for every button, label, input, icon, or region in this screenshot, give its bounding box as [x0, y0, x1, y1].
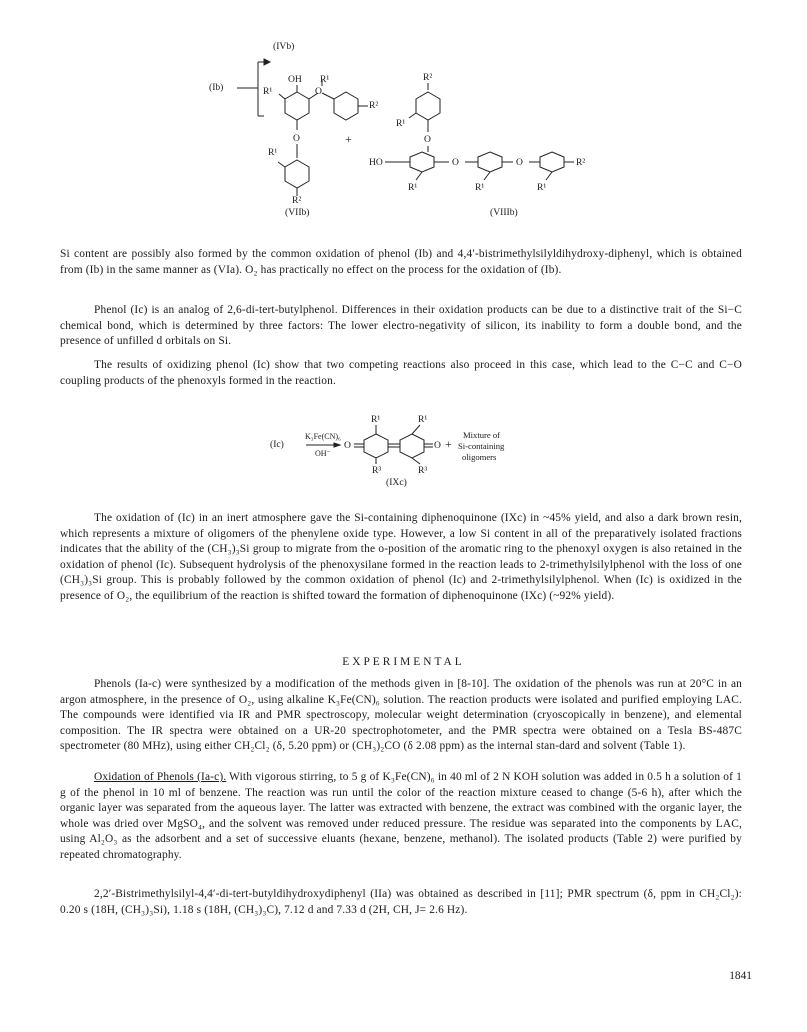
label-ho: HO [369, 157, 383, 168]
label-r2-b: R² [292, 195, 302, 206]
oxidation-procedure-text: With vigorous stirring, to 5 g of K₃Fe(CN)₆ in 40 ml of 2 N KOH solution was added in 0.5 h a solution of 1 g of the phenol in 10 ml of benzene. The reaction was run until the color of the reaction mixture ceased to change (5-6 h), after which the organic layer was separated from the aqueous layer. The latter was extracted with benzene, the extract was combined with the organic layer, the whole was dried over MgSO₄, and the solvent was removed under reduced pressure. The residue was separated into the components by LAC, using Al₂O₃ as the adsorbent and a set of successive eluants (hexane, benzene, methanol). The isolated products (Table 2) were purified by repeated chromatography. [60, 771, 742, 861]
label-base: OH⁻ [315, 449, 331, 458]
label-r1-f: R¹ [475, 182, 485, 193]
label-o-e: O [516, 157, 523, 168]
scheme-1-structures [0, 0, 807, 225]
label-mixture-3: oligomers [462, 452, 497, 462]
label-o-c: O [424, 134, 431, 145]
paragraph-oxidation-procedure [60, 770, 742, 864]
label-r1-left: R¹ [371, 414, 381, 425]
paragraph-si-content: Si content are possibly also formed by the common oxidation of phenol (Ib) and 4,4′-bistrimethylsilyldihydroxy-diphenyl, which is obtained from (Ib) in the same manner as (VIa). O₂ has practically no effect on the process for the oxidation of (Ib). [60, 248, 742, 276]
section-heading-experimental: EXPERIMENTAL [342, 656, 465, 668]
label-r3-left: R³ [372, 465, 382, 476]
label-o-right: O [434, 440, 441, 451]
label-ic: (Ic) [270, 439, 284, 450]
label-r2-c: R² [423, 72, 433, 83]
label-o-a: O [315, 86, 322, 97]
label-r1-a: R¹ [320, 74, 330, 85]
label-reagent: K₃Fe(CN)₆ [305, 432, 341, 441]
paragraph-oxidation-results: The results of oxidizing phenol (Ic) show that two competing reactions also proceed in this case, which lead to the C−C and C−O coupling products of the phenoxyls formed in the reaction. [60, 359, 742, 387]
label-r1-d: R¹ [396, 118, 406, 129]
label-ixc: (IXc) [386, 477, 407, 488]
label-o-left: O [344, 440, 351, 451]
label-r1-e: R¹ [408, 182, 418, 193]
label-r2-d: R² [576, 157, 586, 168]
label-oh: OH [288, 74, 302, 85]
label-ivb: (IVb) [273, 41, 295, 52]
page-number: 1841 [729, 970, 752, 982]
label-viiib: (VIIIb) [490, 207, 518, 218]
label-r2-a: R² [369, 100, 379, 111]
paragraph-compound-iia: 2,2′-Bistrimethylsilyl-4,4′-di-tert-butyldihydroxydiphenyl (IIa) was obtained as described in [11]; PMR spectrum (δ, ppm in CH₂Cl₂): 0.20 s (18H, (CH₃)₃Si), 1.18 s (18H, (CH₃)₃C), 7.12 d and 7.33 d (2H, CH, J= 2.6 Hz). [60, 888, 742, 916]
plus-sign-1: + [345, 132, 352, 146]
label-r1-b: R¹ [263, 86, 273, 97]
label-r3-right: R³ [418, 465, 428, 476]
paragraph-phenol-synthesis: Phenols (Ia-c) were synthesized by a modification of the methods given in [8-10]. The oxidation of the phenols was run at 20°C in an argon atmosphere, in the presence of O₂, using alkaline K₃Fe(CN)₆ solution. The reaction products were isolated and purified employing LAC. The compounds were identified via IR and PMR spectroscopy, molecular weight determination (cryoscopically in benzene), and elemental composition. The IR spectra were obtained on a UR-20 spectrophotometer, and the PMR spectra were obtained on a Tesla BS-487C spectrometer (80 MHz), using either CH₂Cl₂ (δ, 5.20 ppm) or (CH₃)₂CO (δ 2.08 ppm) as the internal stan-dard and solvent (Table 1). [60, 678, 742, 753]
subsection-title-oxidation: Oxidation of Phenols (Ia-c). [94, 771, 227, 783]
plus-sign-2: + [445, 437, 452, 451]
paragraph-oxidation-ic: The oxidation of (Ic) in an inert atmosphere gave the Si-containing diphenoquinone (IXc) in ~45% yield, and also a dark brown resin, which represents a mixture of oligomers of the phenylene oxide type. However, a low Si content in all of the preparatively isolated fractions indicates that the ability of the (CH₃)₃Si group to migrate from the o-position of the aromatic ring to the phenoxyl oxygen is also retained in the oxidation of phenol (Ic). Subsequent hydrolysis of the phenoxysilane formed in the reaction leads to 2-trimethylsilylphenol with the loss of one (CH₃)₃Si group. This is probably followed by the common oxidation of phenol (Ic) and 2-trimethylsilylphenol. When (Ic) is oxidized in the presence of O₂, the equilibrium of the reaction is shifted toward the formation of diphenoquinone (IXc) (~92% yield). [60, 512, 742, 602]
label-mixture-1: Mixture of [463, 430, 500, 440]
label-ib: (Ib) [209, 82, 224, 93]
label-r1-g: R¹ [537, 182, 547, 193]
label-r1-right: R¹ [418, 414, 428, 425]
label-viib: (VIIb) [285, 207, 310, 218]
label-mixture-2: Si-containing [458, 441, 505, 451]
label-r1-c: R¹ [268, 147, 278, 158]
label-o-b: O [293, 133, 300, 144]
scheme-2-diphenoquinone [0, 400, 807, 510]
paragraph-phenol-ic-analog: Phenol (Ic) is an analog of 2,6-di-tert-butylphenol. Differences in their oxidation products can be due to a distinctive trait of the Si−C chemical bond, which is determined by three factors: The lower electro-negativity of silicon, its inability to form a double bond, and the presence of unfilled d orbitals on Si. [60, 304, 742, 348]
label-o-d: O [452, 157, 459, 168]
